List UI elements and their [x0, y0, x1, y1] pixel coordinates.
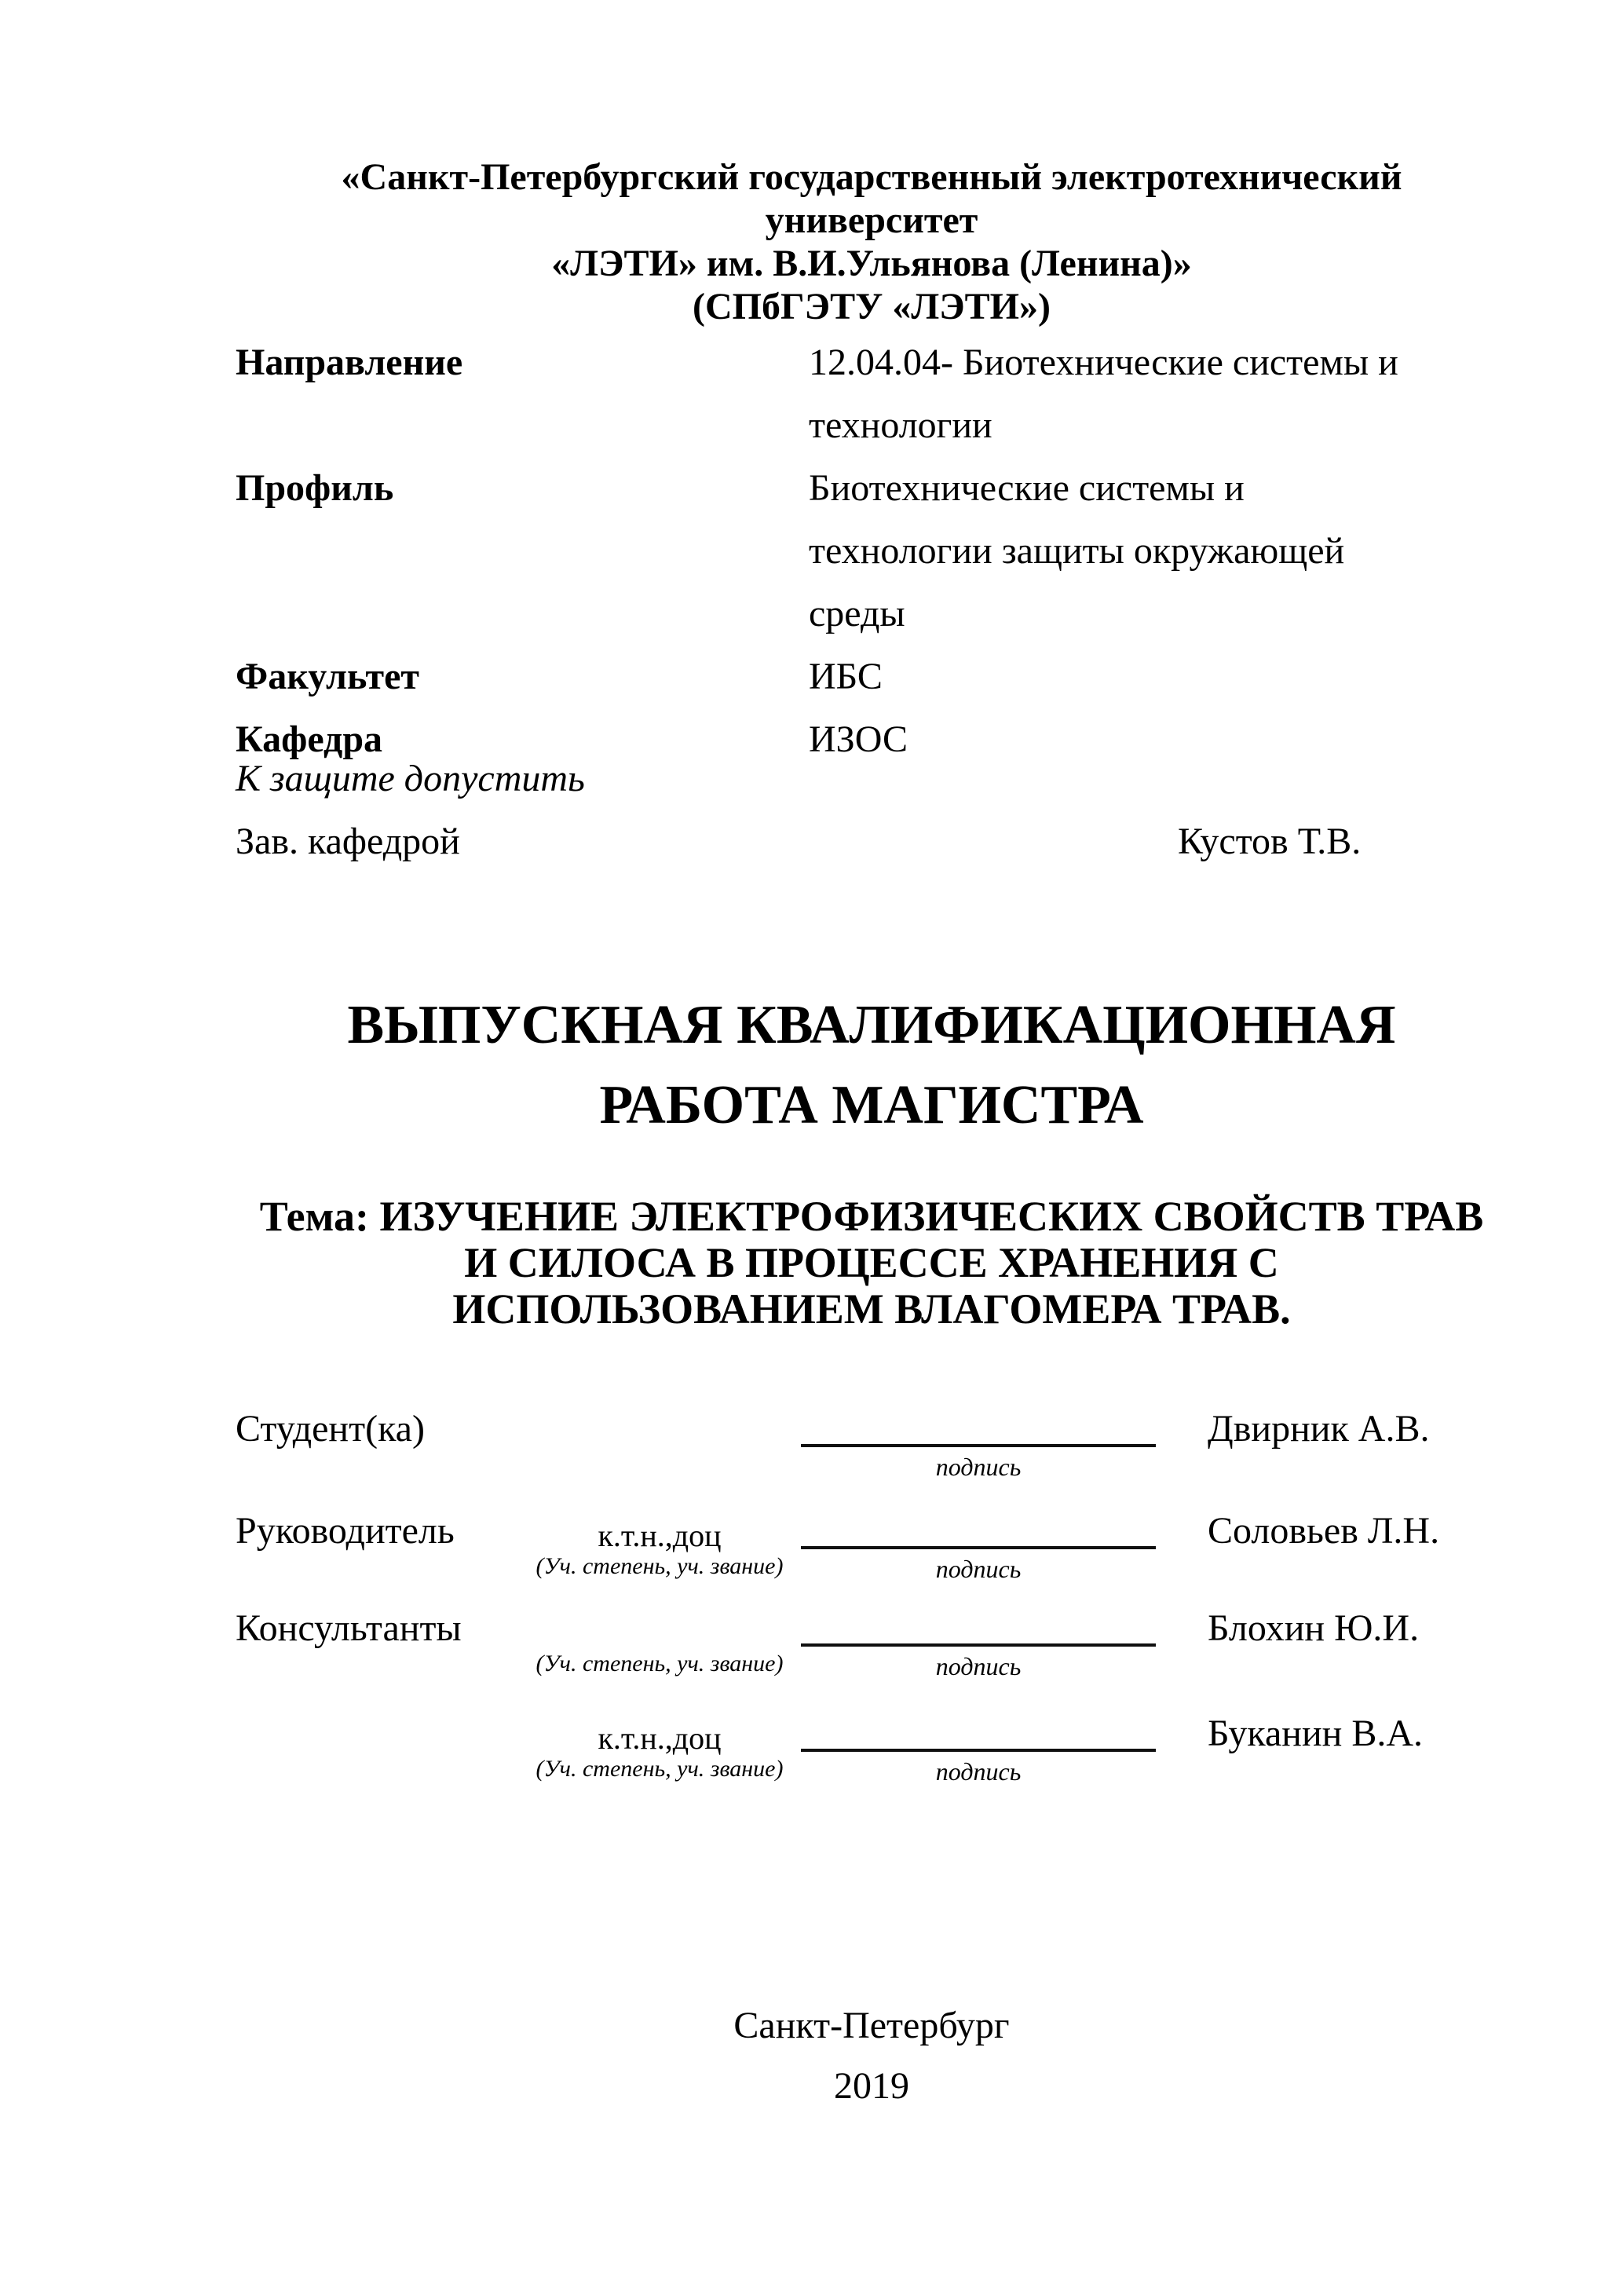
degree-value	[503, 1616, 817, 1651]
signature-line	[801, 1509, 1156, 1549]
signature-field	[801, 1509, 1156, 1582]
degree-value	[503, 1417, 817, 1451]
program-fields	[236, 331, 1508, 771]
thesis-theme: Тема: ИЗУЧЕНИЕ ЭЛЕКТРОФИЗИЧЕСКИХ СВОЙСТВ ТРАВ И СИЛОСА В ПРОЦЕССЕ ХРАНЕНИЯ С ИСПОЛЬЗОВАНИЕМ ВЛАГОМЕРА ТРАВ.	[259, 1193, 1484, 1333]
footer-city: Санкт-Петербург	[733, 2005, 1010, 2046]
field-value-department: ИЗОС	[809, 718, 908, 760]
signature-hint: подпись	[935, 1757, 1022, 1786]
signature-line	[801, 1712, 1156, 1752]
role-label: Руководитель	[236, 1510, 455, 1552]
degree-hint: (Уч. степень, уч. звание)	[536, 1756, 784, 1782]
field-label-faculty: Факультет	[236, 656, 419, 697]
role-label: Консультанты	[236, 1607, 462, 1649]
role-label: Студент(ка)	[236, 1408, 425, 1450]
department-head-label: Зав. кафедрой	[236, 821, 460, 862]
signature-row-supervisor	[0, 1509, 1623, 1611]
signature-row-student	[0, 1407, 1623, 1509]
signature-line	[801, 1407, 1156, 1447]
signature-line	[801, 1607, 1156, 1647]
field-row-faculty	[236, 645, 1508, 708]
university-name-line2: «ЛЭТИ» им. В.И.Ульянова (Ленина)»	[551, 243, 1192, 284]
work-title: ВЫПУСКНАЯ КВАЛИФИКАЦИОННАЯ РАБОТА МАГИСТРА	[347, 995, 1396, 1135]
signatory-name: Соловьев Л.Н.	[1208, 1510, 1440, 1552]
field-label-direction: Направление	[236, 342, 463, 383]
department-head-row	[236, 810, 1508, 873]
field-value-direction: 12.04.04- Биотехнические системы и технологии	[809, 342, 1398, 446]
university-header	[236, 155, 1508, 328]
signature-field	[801, 1607, 1156, 1680]
field-value-faculty: ИБС	[809, 656, 883, 697]
signature-hint: подпись	[935, 1453, 1022, 1481]
footer-year: 2019	[834, 2065, 909, 2107]
degree-block	[503, 1417, 817, 1451]
degree-value: к.т.н.,доц	[598, 1720, 722, 1756]
department-head-name: Кустов Т.В.	[1178, 821, 1362, 862]
field-label-profile: Профиль	[236, 467, 394, 509]
field-label-department: Кафедра	[236, 718, 383, 760]
degree-hint: (Уч. степень, уч. звание)	[536, 1553, 784, 1579]
signature-row-consultant-1	[0, 1607, 1623, 1709]
degree-hint: (Уч. степень, уч. звание)	[536, 1651, 784, 1676]
field-value-profile: Биотехнические системы и технологии защиты окружающей среды	[809, 467, 1345, 634]
degree-block	[503, 1519, 817, 1580]
university-name-line3: (СПбГЭТУ «ЛЭТИ»)	[693, 286, 1051, 327]
signatory-name: Двирник А.В.	[1208, 1408, 1430, 1450]
degree-value: к.т.н.,доц	[598, 1518, 722, 1553]
signatory-name: Блохин Ю.И.	[1208, 1607, 1420, 1649]
field-row-direction	[236, 331, 1508, 457]
signature-field	[801, 1407, 1156, 1480]
signature-field	[801, 1712, 1156, 1785]
admission-note: К защите допустить	[236, 758, 585, 799]
field-row-profile	[236, 457, 1508, 645]
signatory-name: Буканин В.А.	[1208, 1713, 1424, 1754]
signature-hint: подпись	[935, 1555, 1022, 1583]
degree-block	[503, 1616, 817, 1677]
signature-row-consultant-2	[0, 1712, 1623, 1814]
footer	[236, 1995, 1508, 2116]
university-name-line1: «Санкт-Петербургский государственный электротехнический университет	[341, 156, 1402, 241]
signature-hint: подпись	[935, 1652, 1022, 1680]
degree-block	[503, 1721, 817, 1782]
